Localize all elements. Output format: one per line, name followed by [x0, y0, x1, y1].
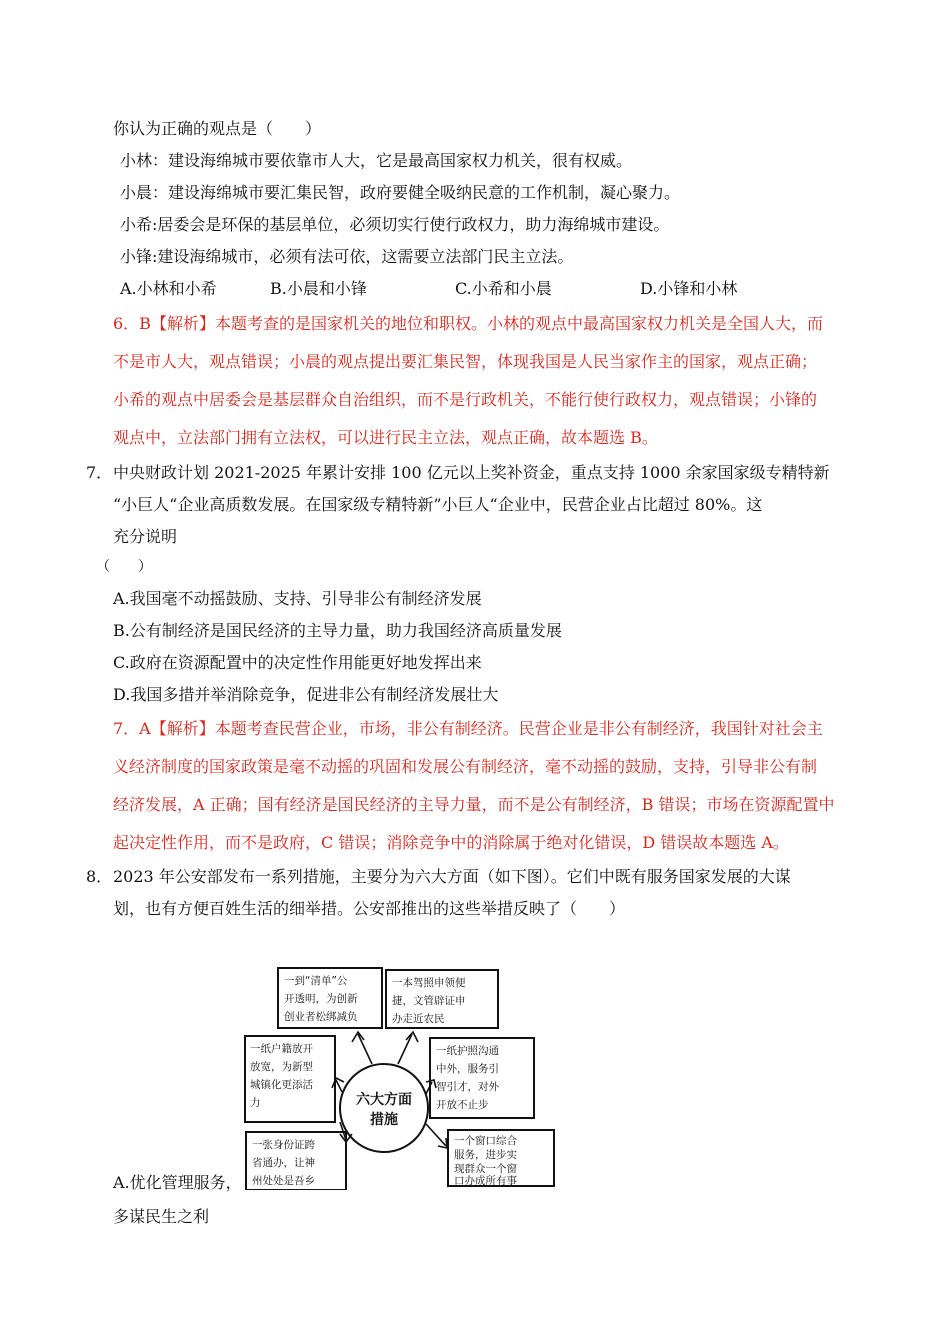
box-6-line-1: 一个窗口综合 — [454, 1135, 517, 1147]
q7-answer-line-4: 起决定性作用，而不是政府，C 错误；消除竞争中的消除属于绝对化错误，D 错误故本题选 A。 — [113, 833, 789, 852]
q8-option-a-continued: 多谋民生之利 — [113, 1207, 210, 1226]
box-5-line-3: 州处处是吾乡 — [252, 1175, 315, 1187]
q7-stem-line-3: 充分说明 — [113, 527, 178, 546]
box-4-line-3: 智引才，对外 — [436, 1081, 499, 1093]
q6-view-2: 小晨：建设海绵城市要汇集民智，政府要健全吸纳民意的工作机制，凝心聚力。 — [120, 183, 681, 202]
box-5-line-2: 省通办，让神 — [252, 1157, 315, 1169]
q7-answer-line-3: 经济发展，A 正确；国有经济是国民经济的主导力量，而不是公有制经济，B 错误；市场在资源配置中 — [113, 795, 835, 814]
diagram-center-circle — [340, 1064, 428, 1152]
q8-stem-line-2: 划，也有方便百姓生活的细举措。公安部推出的这些举措反映了（ ） — [113, 899, 626, 918]
box-6-line-3: 现群众一个窗 — [454, 1163, 517, 1175]
box-6-line-4: 口办成所有事 — [454, 1175, 517, 1187]
q6-option-b: B.小晨和小锋 — [270, 279, 367, 298]
box-1-line-2: 开透明，为创新 — [284, 993, 358, 1005]
q8-stem-line-1: 2023 年公安部发布一系列措施，主要分为六大方面（如下图）。它们中既有服务国家发展的大谋 — [113, 867, 791, 886]
q7-option-a: A.我国毫不动摇鼓励、支持、引导非公有制经济发展 — [113, 589, 482, 608]
q6-answer-line-2: 不是市人大，观点错误；小晨的观点提出要汇集民智，体现我国是人民当家作主的国家，观点正确； — [113, 352, 818, 371]
box-2-line-1: 一本驾照申领便 — [392, 977, 466, 989]
q6-view-4: 小锋:建设海绵城市，必须有法可依，这需要立法部门民主立法。 — [120, 247, 574, 266]
diagram-center-line-2: 措施 — [370, 1112, 398, 1128]
q6-option-c: C.小希和小晨 — [455, 279, 552, 298]
q7-option-c: C.政府在资源配置中的决定性作用能更好地发挥出来 — [113, 653, 482, 672]
q8-number: 8． — [86, 867, 113, 886]
box-3-line-2: 放宽，为新型 — [250, 1061, 313, 1073]
q7-answer-line-1: 7．A【解析】本题考查民营企业，市场，非公有制经济。民营企业是非公有制经济，我国针对社会主 — [113, 719, 823, 738]
q6-answer-line-4: 观点中，立法部门拥有立法权，可以进行民主立法，观点正确，故本题选 B。 — [113, 428, 658, 447]
q6-answer-line-1: 6．B【解析】本题考查的是国家机关的地位和职权。小林的观点中最高国家权力机关是全国人大，而 — [113, 314, 823, 333]
q7-answer-line-2: 义经济制度的国家政策是毫不动摇的巩固和发展公有制经济，毫不动摇的鼓励，支持，引导非公有制 — [113, 757, 818, 776]
box-3-line-4: 力 — [250, 1097, 261, 1109]
diagram-center-line-1: 六大方面 — [356, 1092, 412, 1108]
q6-view-1: 小林：建设海绵城市要依靠市人大，它是最高国家权力机关，很有权威。 — [120, 151, 633, 170]
q6-option-a: A.小林和小希 — [120, 279, 217, 298]
q7-number: 7． — [86, 463, 113, 482]
q6-view-3: 小希:居委会是环保的基层单位，必须切实行使行政权力，助力海绵城市建设。 — [120, 215, 670, 234]
q7-stem-line-1: 中央财政计划 2021-2025 年累计安排 100 亿元以上奖补资金，重点支持 1000 余家国家级专精特新 — [113, 463, 830, 482]
q6-answer-line-3: 小希的观点中居委会是基层群众自治组织，而不是行政机关，不能行使行政权力，观点错误；小锋的 — [113, 390, 818, 409]
box-6-line-2: 服务，进步实 — [454, 1149, 517, 1161]
q7-bracket: （ ） — [96, 559, 152, 575]
q7-option-d: D.我国多措并举消除竞争，促进非公有制经济发展壮大 — [113, 685, 499, 704]
q7-option-b: B.公有制经济是国民经济的主导力量，助力我国经济高质量发展 — [113, 621, 562, 640]
box-2-line-2: 捷，文管辟证申 — [392, 995, 466, 1007]
box-2-line-3: 办走近农民 — [392, 1013, 445, 1025]
q6-stem-end: 你认为正确的观点是（ ） — [113, 119, 322, 138]
q7-stem-line-2: “小巨人“企业高质数发展。在国家级专精特新”小巨人“企业中，民营企业占比超过 80%。这 — [113, 495, 763, 514]
box-3-line-1: 一纸户籍放开 — [250, 1043, 313, 1055]
box-5-line-1: 一张身份证跨 — [252, 1139, 315, 1151]
six-measures-diagram — [240, 962, 560, 1190]
box-3-line-3: 城镇化更添活 — [250, 1079, 313, 1091]
q8-option-a: A.优化管理服务， — [113, 1173, 242, 1192]
box-4-line-2: 中外，服务引 — [436, 1063, 499, 1075]
box-4-line-1: 一纸护照沟通 — [436, 1045, 499, 1057]
q6-option-d: D.小锋和小林 — [640, 279, 738, 298]
box-1-line-3: 创业者松绑减负 — [284, 1011, 358, 1023]
box-1-line-1: 一到“清单”公 — [284, 975, 348, 987]
box-4-line-4: 开放不止步 — [436, 1099, 489, 1111]
